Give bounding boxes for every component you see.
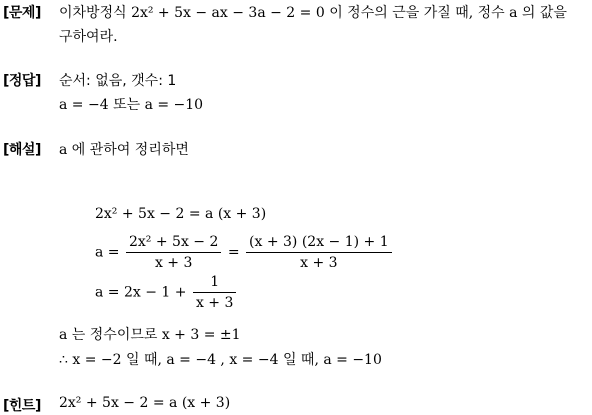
eq2-equals: = (227, 244, 240, 261)
answer-meta: 순서: 없음, 갯수: 1 (59, 73, 177, 89)
answer-label: [정답] (3, 73, 41, 89)
answer-value: a = −4 또는 a = −10 (59, 97, 204, 113)
eq2-numerator-2: (x + 3) (2x − 1) + 1 (246, 234, 392, 253)
problem-label: [문제] (3, 5, 41, 21)
eq3-numerator: 1 (193, 274, 236, 293)
solution-conclusion-2: ∴ x = −2 일 때, a = −4 , x = −4 일 때, a = −10 (59, 352, 382, 368)
hint-text: 2x² + 5x − 2 = a (x + 3) (59, 395, 231, 411)
solution-intro: a 에 관하여 정리하면 (59, 142, 189, 158)
solution-conclusion-1: a 는 정수이므로 x + 3 = ±1 (59, 327, 241, 343)
eq2-denominator-2: x + 3 (300, 255, 338, 271)
solution-equation-2 (95, 234, 394, 271)
eq2-denominator-1: x + 3 (154, 255, 193, 271)
eq3-fraction (193, 274, 236, 311)
eq2-fraction-1 (126, 234, 221, 271)
solution-equation-3 (95, 274, 238, 311)
eq3-denominator: x + 3 (195, 295, 234, 311)
solution-label: [해설] (3, 142, 41, 158)
eq2-fraction-2 (246, 234, 392, 271)
eq2-lhs: a = (95, 244, 120, 261)
problem-text-line1: 이차방정식 2x² + 5x − ax − 3a − 2 = 0 이 정수의 근을 가질 때, 정수 a 의 값을 (59, 5, 567, 21)
problem-text-line2: 구하여라. (59, 29, 118, 45)
eq3-lhs: a = 2x − 1 + (95, 284, 187, 301)
solution-equation-1: 2x² + 5x − 2 = a (x + 3) (95, 206, 267, 222)
hint-label: [힌트] (3, 398, 41, 414)
eq2-numerator-1: 2x² + 5x − 2 (126, 234, 221, 253)
